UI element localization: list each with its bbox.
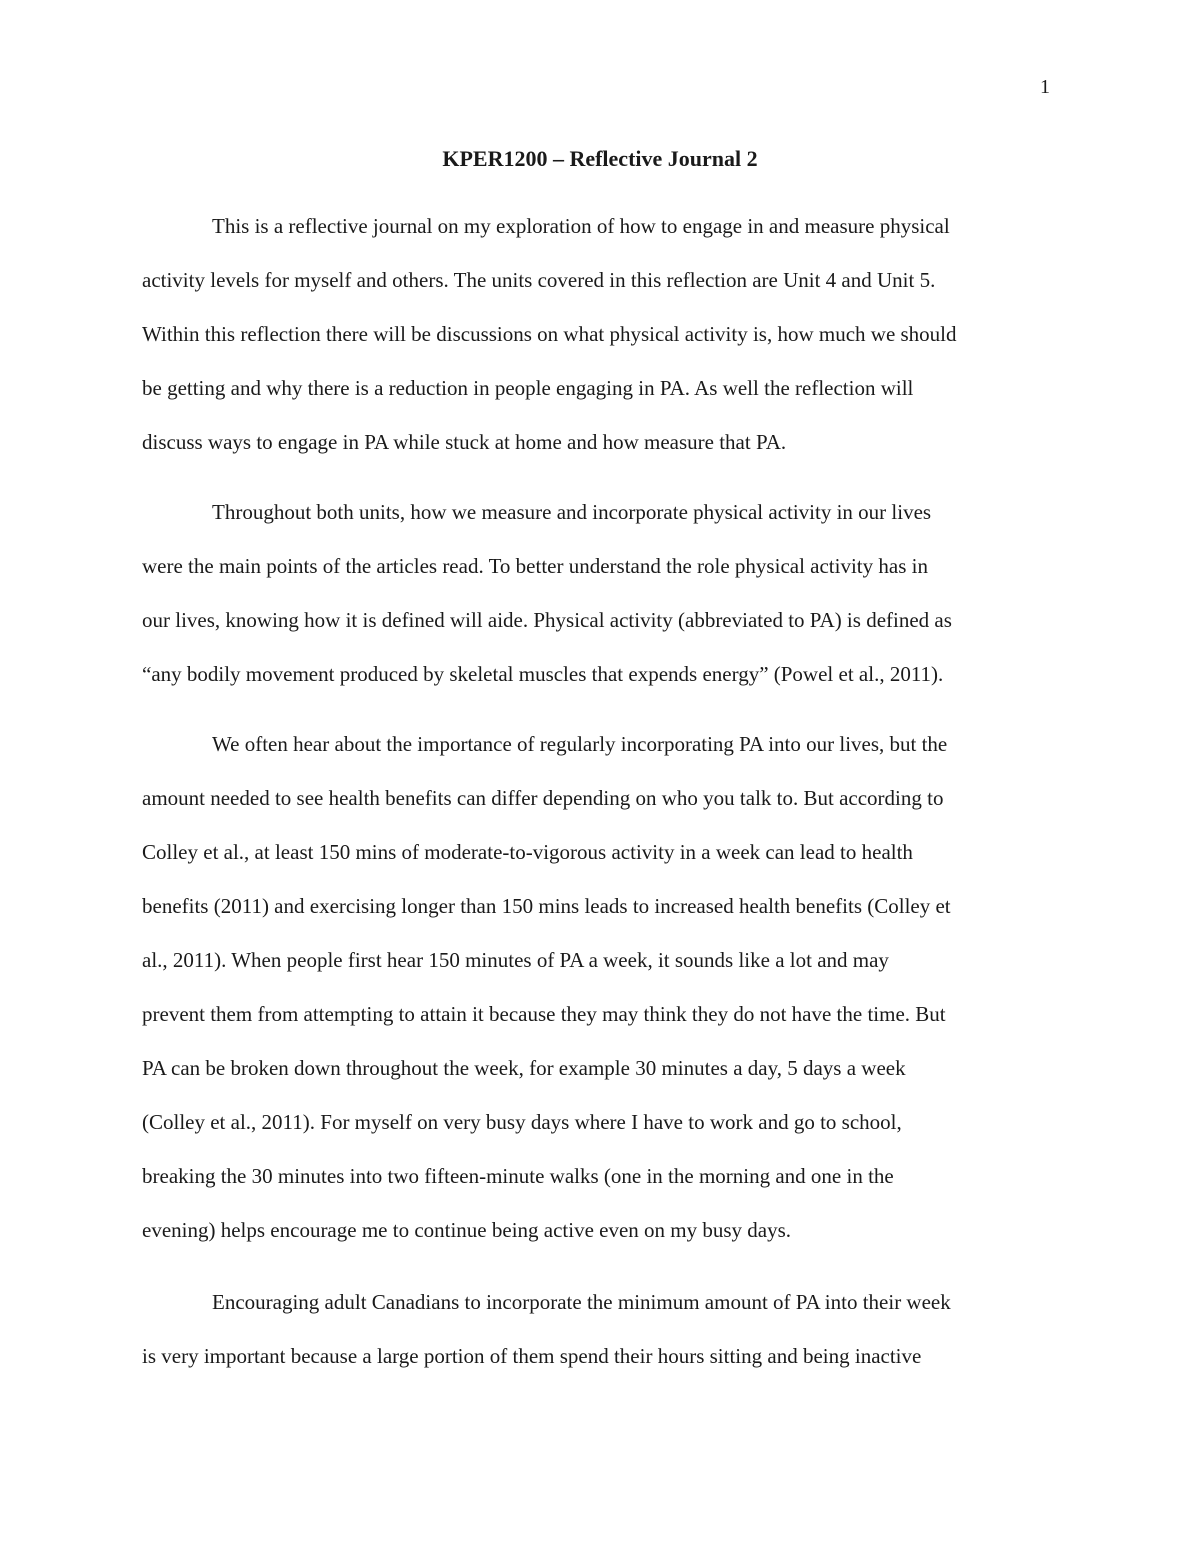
- paragraph-line: (Colley et al., 2011). For myself on very busy days where I have to work and go to school,: [142, 1110, 902, 1134]
- paragraph-line: benefits (2011) and exercising longer than 150 mins leads to increased health benefits (Colley et: [142, 894, 951, 918]
- paragraph-line: were the main points of the articles read. To better understand the role physical activity has in: [142, 554, 928, 578]
- paragraph-line: PA can be broken down throughout the week, for example 30 minutes a day, 5 days a week: [142, 1056, 906, 1080]
- paragraph-line: breaking the 30 minutes into two fifteen-minute walks (one in the morning and one in the: [142, 1164, 894, 1188]
- paragraph-line: amount needed to see health benefits can differ depending on who you talk to. But according to: [142, 786, 944, 810]
- paragraph-line: our lives, knowing how it is defined will aide. Physical activity (abbreviated to PA) is defined as: [142, 608, 952, 632]
- paragraph-line: is very important because a large portion of them spend their hours sitting and being inactive: [142, 1344, 922, 1368]
- paragraph-line: evening) helps encourage me to continue being active even on my busy days.: [142, 1218, 792, 1242]
- paragraph-line: Encouraging adult Canadians to incorporate the minimum amount of PA into their week: [212, 1290, 951, 1314]
- paragraph-line: prevent them from attempting to attain it because they may think they do not have the time. But: [142, 1002, 946, 1026]
- paragraph-line: “any bodily movement produced by skeletal muscles that expends energy” (Powel et al., 2011).: [142, 662, 944, 686]
- paragraph-line: This is a reflective journal on my exploration of how to engage in and measure physical: [212, 214, 950, 238]
- paragraph-line: We often hear about the importance of regularly incorporating PA into our lives, but the: [212, 732, 948, 756]
- paragraph-line: Colley et al., at least 150 mins of moderate-to-vigorous activity in a week can lead to health: [142, 840, 913, 864]
- paragraph-line: Throughout both units, how we measure and incorporate physical activity in our lives: [212, 500, 932, 524]
- page-number: 1: [1040, 76, 1050, 98]
- paragraph-line: Within this reflection there will be discussions on what physical activity is, how much we should: [142, 322, 957, 346]
- paragraph-line: be getting and why there is a reduction in people engaging in PA. As well the reflection will: [142, 376, 914, 400]
- paragraph-line: al., 2011). When people first hear 150 minutes of PA a week, it sounds like a lot and may: [142, 948, 889, 972]
- document-title: KPER1200 – Reflective Journal 2: [442, 146, 758, 171]
- paragraph-line: discuss ways to engage in PA while stuck at home and how measure that PA.: [142, 430, 787, 454]
- paragraph-line: activity levels for myself and others. The units covered in this reflection are Unit 4 and Unit 5.: [142, 268, 936, 292]
